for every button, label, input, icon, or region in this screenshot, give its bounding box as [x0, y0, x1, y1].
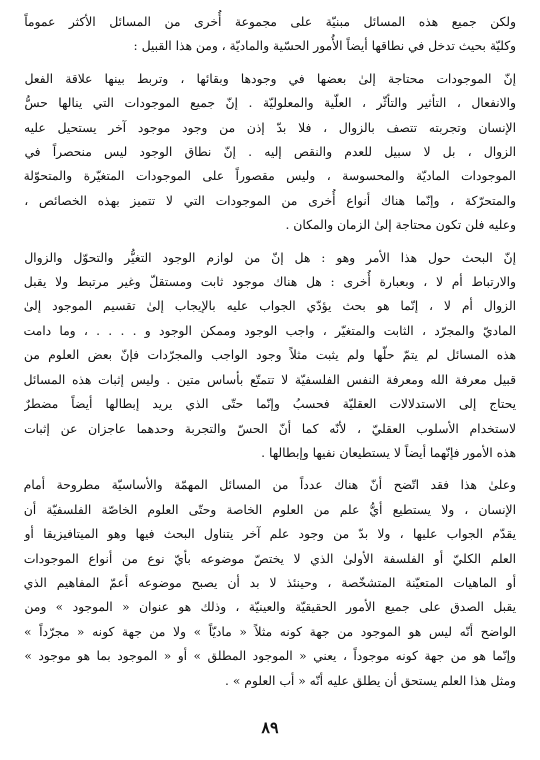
- text-line: والمتحرّكة ، وإنّما هناك أنواع أُخرى من الموجودات التي لا تتميز بهذه الخصائص ،: [24, 193, 516, 208]
- text-line: أو الماهيات المتعيّنة المتشخّصة ، وحينئذ لا بد أن يصبح موضوعه أعمّ المفاهيم الذي: [24, 575, 516, 590]
- text-line: هذه الأمور فإنّهما أيضاً لا يستطيعان نفيها وإبطالها .: [261, 445, 516, 460]
- text-line: لاستخدام الأسلوب العقليّ ، لأنّه كما أنّ الحسّ والتجربة وحدهما عاجزان عن إثبات: [24, 421, 516, 436]
- text-line: هذه المسائل لم يتمّ حلّها ولم يثبت مثلاً وجود الواجب والمجرّدات فإنّ بعض العلوم من: [24, 348, 516, 363]
- text-line: الزوال أم لا ، إنّما هو بحث يؤدّي الجواب عليه بالإيجاب إلىٰ تقسيم الموجود إلىٰ: [24, 299, 516, 314]
- text-line: والانفعال ، التأثير والتأثّر ، العلّية والمعلوليّة . إنّ جميع الموجودات التي ينالها حسُّ: [24, 96, 516, 111]
- text-line: قبيل معرفة الله ومعرفة النفس الفلسفيّة لا تتمتّع بأساس متين . وليس إثبات هذه المسائل: [24, 372, 516, 387]
- text-line: يقدّم الجواب عليها ، ولا بدّ من وجود علم آخر يتناول البحث فيها وهو الميتافيزيقا أو: [24, 527, 516, 542]
- text-line: وعلىٰ هذا فقد اتّضح أنّ هناك عدداً من المسائل المهمّة والأساسيّة مطروحة أمام: [24, 478, 516, 493]
- paragraph: [24, 10, 516, 59]
- text-line: الإنسان وتجربته تتصف بالزوال ، فلا بدّ إذن من وجود موجود آخر يستحيل عليه: [24, 120, 516, 135]
- text-line: إنّ البحث حول هذا الأمر وهو : هل إنّ من لوازم الوجود التغيُّر والتحوّل والزوال: [24, 250, 516, 265]
- text-line: الماديّ والمجرّد ، الثابت والمتغيّر ، واجب الوجود وممكن الوجود و . . . . ، وما دامت: [24, 323, 516, 338]
- text-line: وإنّما هو من جهة كونه موجوداً ، يعني « الموجود المطلق » أو « الموجود بما هو موجود »: [24, 649, 516, 664]
- text-line: إنّ الموجودات محتاجة إلىٰ بعضها في وجودها وبقائها ، وتربط بينها علاقة الفعل: [24, 71, 516, 86]
- page-body: [24, 10, 516, 693]
- paragraph: [24, 246, 516, 466]
- paragraph-gap: [24, 59, 516, 67]
- paragraph: [24, 473, 516, 693]
- text-line: يقبل الصدق على جميع الأمور الحقيقيّة والعينيّة ، وذلك هو عنوان « الموجود » ومن: [24, 600, 516, 615]
- text-line: ولكن جميع هذه المسائل مبنيّة على مجموعة أُخرى من المسائل الأكثر عموماً: [24, 15, 516, 29]
- text-line: وعليه فلن تكون محتاجة إلىٰ الزمان والمكان .: [285, 218, 516, 233]
- text-line: العلم الكليّ أو الفلسفة الأولىٰ الذي لا يختصّ موضوعه بأيّ نوع من أنواع الموجودات: [24, 551, 516, 566]
- text-line: الإنسان ، ولا يستطيع أيُّ علم من العلوم الخاصة وحتّى العلوم الخاصّة الفلسفيّة أن: [24, 502, 516, 517]
- page-number: ٨٩: [261, 718, 279, 737]
- paragraph: [24, 67, 516, 238]
- paragraph-gap: [24, 238, 516, 246]
- text-line: وكليّة بحيث تدخل في نطاقها أيضاً الأُمور الحسّية والماديّة ، ومن هذا القبيل :: [133, 39, 516, 54]
- text-line: الزوال ، بل لا سبيل للعدم والنقص إليه . إنّ نطاق الوجود ليس منحصراً في: [24, 145, 516, 160]
- paragraph-gap: [24, 465, 516, 473]
- text-line: والارتباط أم لا ، وبعبارة أُخرى : هل هناك موجود ثابت ومستقلّ وغير مرتبط ولا يقبل: [24, 275, 516, 290]
- text-line: ومثل هذا العلم يستحق أن يطلق عليه أنّه « أب العلوم » .: [225, 673, 516, 688]
- text-line: الواضح أنّه ليس هو الموجود من جهة كونه مثلاً « ماديّاً » ولا من جهة كونه « مجرّداً »: [24, 624, 516, 639]
- text-line: يحتاج إلى الاستدلالات العقليّة فحسبُ وإنّما حتّى الذي يريد إبطالها أيضاً مضطرٌ: [24, 397, 516, 412]
- text-line: الموجودات الماديّة والمحسوسة ، وليس مقصوراً على الموجودات المتغيّرة والمتحوّلة: [24, 169, 516, 184]
